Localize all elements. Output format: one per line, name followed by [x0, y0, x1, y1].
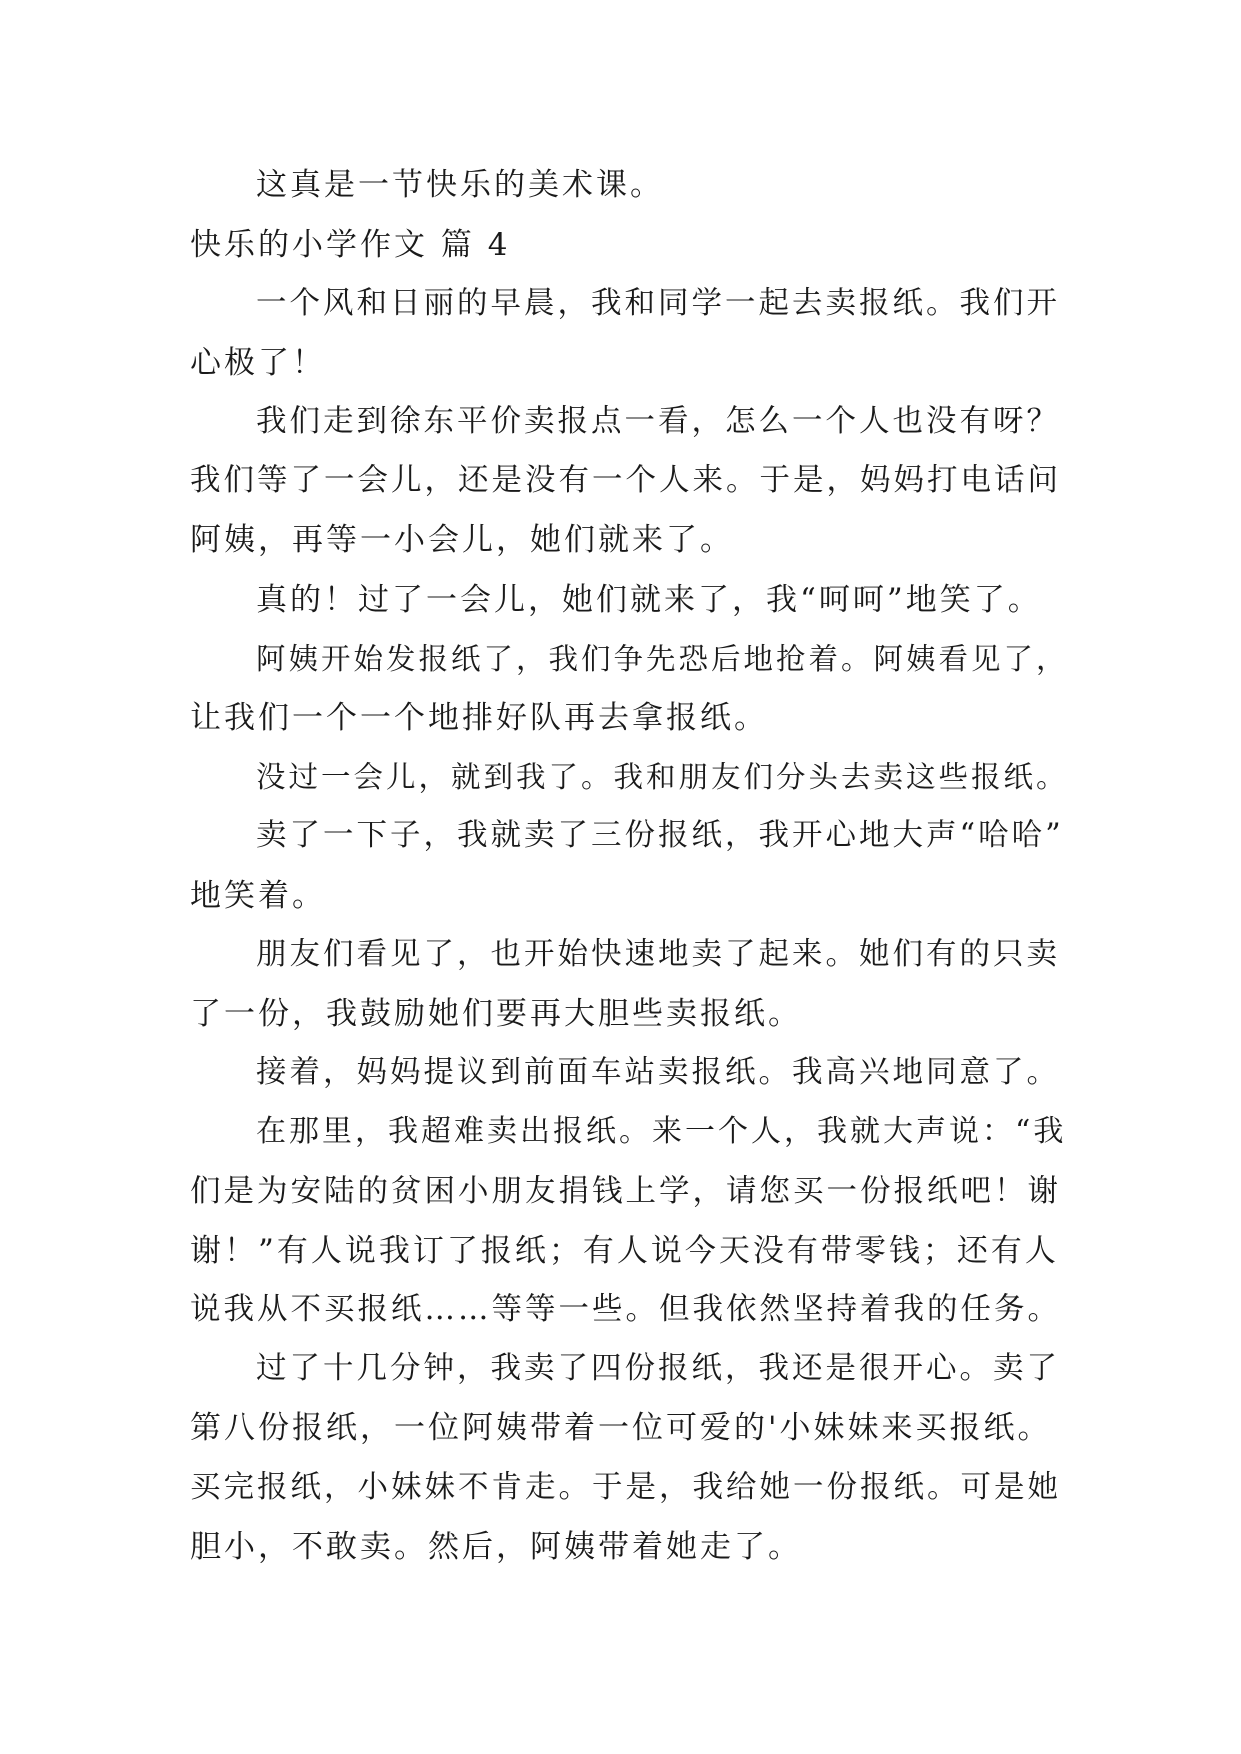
paragraph-line: 阿姨，再等一小会儿，她们就来了。 — [190, 522, 734, 558]
paragraph-line: 谢！”有人说我订了报纸；有人说今天没有带零钱；还有人 — [190, 1233, 1059, 1269]
paragraph-line: 朋友们看见了，也开始快速地卖了起来。她们有的只卖 — [256, 937, 1060, 972]
paragraph-line: 第八份报纸，一位阿姨带着一位可爱的'小妹妹来买报纸。 — [190, 1410, 1052, 1446]
paragraph-line: 这真是一节快乐的美术课。 — [256, 167, 664, 203]
section-heading: 快乐的小学作文 篇 4 — [190, 227, 511, 263]
paragraph-line: 让我们一个一个地排好队再去拿报纸。 — [190, 700, 768, 736]
paragraph-line: 胆小，不敢卖。然后，阿姨带着她走了。 — [190, 1529, 802, 1565]
paragraph-line: 我们走到徐东平价卖报点一看，怎么一个人也没有呀？ — [256, 404, 1060, 439]
paragraph-line: 没过一会儿，就到我了。我和朋友们分头去卖这些报纸。 — [256, 760, 1069, 794]
paragraph-line: 地笑着。 — [190, 878, 326, 914]
paragraph-line: 我们等了一会儿，还是没有一个人来。于是，妈妈打电话问 — [190, 463, 1061, 498]
paragraph-line: 阿姨开始发报纸了，我们争先恐后地抢着。阿姨看见了， — [256, 642, 1069, 676]
paragraph-line: 在那里，我超难卖出报纸。来一个人，我就大声说：“我 — [256, 1114, 1067, 1149]
paragraph-line: 卖了一下子，我就卖了三份报纸，我开心地大声“哈哈” — [256, 818, 1064, 853]
paragraph-line: 真的！过了一会儿，她们就来了，我“呵呵”地笑了。 — [256, 582, 1042, 618]
paragraph-line: 一个风和日丽的早晨，我和同学一起去卖报纸。我们开 — [256, 286, 1060, 321]
paragraph-line: 了一份，我鼓励她们要再大胆些卖报纸。 — [190, 996, 802, 1032]
paragraph-line: 说我从不买报纸……等等一些。但我依然坚持着我的任务。 — [190, 1292, 1061, 1327]
paragraph-line: 接着，妈妈提议到前面车站卖报纸。我高兴地同意了。 — [256, 1055, 1060, 1090]
paragraph-line: 买完报纸，小妹妹不肯走。于是，我给她一份报纸。可是她 — [190, 1470, 1061, 1505]
paragraph-line: 心极了！ — [190, 345, 326, 381]
paragraph-line: 过了十几分钟，我卖了四份报纸，我还是很开心。卖了 — [256, 1351, 1060, 1386]
paragraph-line: 们是为安陆的贫困小朋友捐钱上学，请您买一份报纸吧！谢 — [190, 1174, 1061, 1209]
